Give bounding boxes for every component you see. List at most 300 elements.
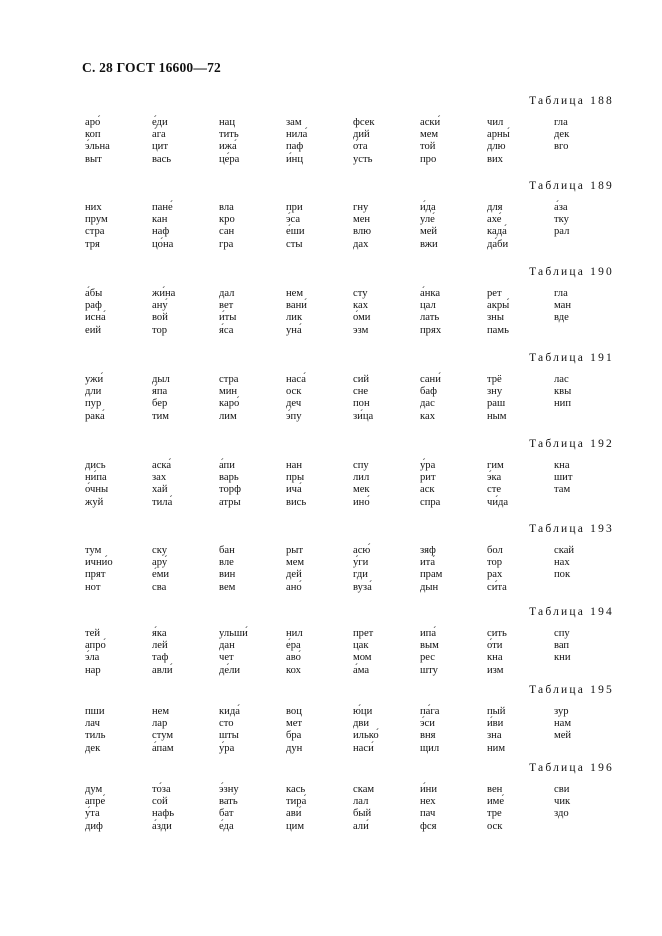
table-cell: ару́ <box>152 557 168 569</box>
table-cell: сий <box>353 374 370 385</box>
table-cell: тей <box>85 628 101 639</box>
table-cell: ни́па <box>85 472 107 484</box>
table-189 <box>0 180 662 270</box>
table-cell: у́ра <box>420 460 436 471</box>
table-cell: рес <box>420 652 435 664</box>
table-cell: лать <box>420 312 440 324</box>
table-cell: ита́ <box>420 557 436 569</box>
table-cell: вать <box>219 796 238 808</box>
table-column <box>420 460 440 509</box>
table-column <box>219 117 239 166</box>
table-cell: аска́ <box>152 460 172 471</box>
table-cell: мей <box>554 730 572 742</box>
table-cell: нип <box>554 398 572 410</box>
table-cell: выт <box>85 153 102 165</box>
table-cell: тить <box>219 129 239 141</box>
table-cell: а́за <box>554 202 568 213</box>
table-cell: у́ги <box>353 557 369 569</box>
table-cell: аски́ <box>420 117 441 128</box>
table-cell: таф <box>152 652 169 664</box>
table-cell: нем <box>152 706 170 717</box>
table-cell: ични́о <box>85 557 113 569</box>
table-column <box>286 117 307 166</box>
table-cell: чет <box>219 652 234 664</box>
table-cell: цал <box>420 300 436 312</box>
table-cell: трё <box>487 374 502 385</box>
table-cell: нот <box>85 581 101 593</box>
table-cell: нам <box>554 718 572 730</box>
table-cell: вих <box>487 153 503 165</box>
table-cell: рет <box>487 288 502 299</box>
table-cell: зур <box>554 706 569 717</box>
table-cell: тила́ <box>152 496 173 508</box>
table-cell: мек <box>353 484 370 496</box>
table-cell: вани́ <box>286 300 307 312</box>
table-cell: де́ли <box>219 664 241 676</box>
table-cell: вго <box>554 141 569 153</box>
table-cell: скай <box>554 545 575 556</box>
table-cell: э́пу <box>286 410 302 422</box>
table-cell: квы <box>554 386 572 398</box>
table-cell: спу <box>353 460 369 471</box>
table-cell: у́та <box>85 808 100 820</box>
table-cell: асю́ <box>353 545 371 556</box>
table-cell: пач <box>420 808 436 820</box>
table-cell: ави́ <box>286 808 302 820</box>
table-cell: стра <box>85 226 105 238</box>
table-column <box>152 706 174 755</box>
table-cell: ман <box>554 300 572 312</box>
table-cell: изм <box>487 664 504 676</box>
table-cell: диф <box>85 820 103 832</box>
table-cell: сты <box>286 238 303 250</box>
table-cell: хай <box>152 484 168 496</box>
table-cell: при <box>286 202 303 213</box>
table-cell: то́за <box>152 784 171 795</box>
table-cell: раф <box>85 300 102 312</box>
table-cell: рал <box>554 226 570 238</box>
table-cell: бра <box>286 730 302 742</box>
table-cell: вап <box>554 640 570 652</box>
table-column <box>353 545 372 594</box>
table-cell: дын <box>420 581 439 593</box>
table-column <box>353 460 370 509</box>
table-cell: фся <box>420 820 437 832</box>
table-column <box>286 706 302 755</box>
table-cell: дек <box>85 742 101 754</box>
table-cell: щил <box>420 742 440 754</box>
table-cell: вым <box>420 640 439 652</box>
table-cell: торф <box>219 484 241 496</box>
table-cell: и́ви <box>487 718 504 730</box>
table-cell: памь <box>487 324 509 336</box>
table-cell: той <box>420 141 436 153</box>
table-cell: сан <box>219 226 235 238</box>
table-column <box>286 628 303 677</box>
table-cell: шит <box>554 472 573 484</box>
table-cell: гну <box>353 202 369 213</box>
table-cell: вем <box>219 581 236 593</box>
table-cell: жуй <box>85 496 104 508</box>
table-cell: о́ми <box>353 312 371 324</box>
table-cell: рака́ <box>85 410 105 422</box>
table-column <box>286 545 304 594</box>
table-column <box>487 706 505 755</box>
table-cell: сва <box>152 581 167 593</box>
table-cell: вла <box>219 202 234 213</box>
table-column <box>554 288 571 325</box>
table-cell: гла <box>554 117 568 128</box>
table-cell: мем <box>286 557 305 569</box>
table-cell: е́ми <box>152 569 170 581</box>
table-column <box>85 117 110 166</box>
page-header: С. 28 ГОСТ 16600—72 <box>82 60 221 75</box>
table-cell: стум <box>152 730 174 742</box>
table-cell: кида́ <box>219 706 240 717</box>
table-column <box>420 628 439 677</box>
table-cell: пши <box>85 706 105 717</box>
table-193 <box>0 523 662 613</box>
table-column <box>85 460 108 509</box>
table-cell: аск <box>420 484 435 496</box>
table-cell: ульши́ <box>219 628 248 639</box>
table-cell: сне <box>353 386 369 398</box>
table-column <box>152 784 174 833</box>
table-cell: нах <box>554 557 570 569</box>
table-cell: вжи <box>420 238 438 250</box>
table-cell: зам <box>286 117 302 128</box>
table-cell: кох <box>286 664 301 676</box>
table-cell: дей <box>286 569 302 581</box>
table-column <box>353 628 373 677</box>
table-cell: бан <box>219 545 235 556</box>
table-cell: деч <box>286 398 302 410</box>
table-cell: бый <box>353 808 372 820</box>
table-cell: бол <box>487 545 503 556</box>
table-cell: прях <box>420 324 442 336</box>
table-cell: ипа́ <box>420 628 437 639</box>
table-cell: жи́на <box>152 288 176 299</box>
table-column <box>286 288 307 337</box>
table-cell: них <box>85 202 102 213</box>
table-cell: лар <box>152 718 168 730</box>
table-column <box>152 202 173 251</box>
table-cell: ану́ <box>152 300 168 312</box>
table-cell: еий <box>85 324 102 336</box>
table-cell: я́са <box>219 324 234 336</box>
table-cell: нил <box>286 628 303 639</box>
table-column <box>420 545 442 594</box>
table-cell: гим <box>487 460 504 471</box>
table-cell: нафь <box>152 808 175 820</box>
table-cell: ино́ <box>353 496 370 508</box>
table-cell: а́пам <box>152 742 174 754</box>
table-cell: си́та <box>487 581 507 593</box>
table-cell: бат <box>219 808 234 820</box>
table-cell: кни <box>554 652 571 664</box>
table-cell: рит <box>420 472 436 484</box>
table-cell: вой <box>152 312 168 324</box>
table-cell: тум <box>85 545 102 556</box>
table-cell: вле <box>219 557 234 569</box>
table-cell: кась <box>286 784 306 795</box>
table-title: Таблица 188 <box>529 95 614 107</box>
table-cell: а́пи <box>219 460 235 471</box>
table-cell: эзм <box>353 324 369 336</box>
table-column <box>219 784 239 833</box>
table-cell: зну <box>487 386 503 398</box>
table-cell: мин <box>219 386 238 398</box>
table-cell: вись <box>286 496 307 508</box>
table-column <box>554 706 571 743</box>
table-cell: баф <box>420 386 437 398</box>
table-cell: е́ши <box>286 226 305 238</box>
table-column <box>219 460 241 509</box>
table-cell: сте <box>487 484 502 496</box>
table-cell: зна <box>487 730 502 742</box>
table-column <box>353 706 379 755</box>
table-cell: наса́ <box>286 374 306 385</box>
table-cell: акры́ <box>487 300 510 312</box>
table-cell: раш <box>487 398 506 410</box>
table-cell: спра <box>420 496 441 508</box>
table-cell: лас <box>554 374 569 385</box>
table-cell: цо́на <box>152 238 174 250</box>
table-cell: аро́ <box>85 117 101 128</box>
table-cell: спу <box>554 628 570 639</box>
table-cell: я́па <box>152 386 168 398</box>
table-cell: ужи́ <box>85 374 104 385</box>
table-column <box>487 784 504 833</box>
table-cell: пок <box>554 569 571 581</box>
table-cell: а́ма <box>353 664 370 676</box>
table-cell: длю <box>487 141 506 153</box>
table-column <box>353 784 374 833</box>
table-cell: скам <box>353 784 375 795</box>
table-cell: зны <box>487 312 504 324</box>
table-cell: вуза́ <box>353 581 372 593</box>
table-cell: ано́ <box>286 581 302 593</box>
table-column <box>85 545 113 594</box>
table-cell: ним <box>487 742 506 754</box>
table-column <box>487 374 507 423</box>
table-column <box>219 374 239 423</box>
table-cell: кна <box>487 652 503 664</box>
table-cell: сту <box>353 288 368 299</box>
table-cell: дум <box>85 784 103 795</box>
table-cell: оск <box>487 820 503 832</box>
table-column <box>353 202 371 251</box>
table-cell: э́льна <box>85 141 110 153</box>
table-cell: тре <box>487 808 502 820</box>
table-cell: уна́ <box>286 324 302 336</box>
table-cell: ках <box>353 300 368 312</box>
table-cell: атры <box>219 496 241 508</box>
table-column <box>420 117 440 166</box>
table-cell: о́чны <box>85 484 109 496</box>
table-cell: вен <box>487 784 503 795</box>
table-cell: паф <box>286 141 304 153</box>
table-cell: апре́ <box>85 796 106 808</box>
table-cell: зи́ца <box>353 410 374 422</box>
table-column <box>554 374 571 411</box>
table-cell: рыт <box>286 545 304 556</box>
table-cell: сто <box>219 718 234 730</box>
table-cell: мен <box>353 214 371 226</box>
table-column <box>487 545 507 594</box>
table-column <box>353 288 370 337</box>
table-title: Таблица 190 <box>529 266 614 278</box>
table-cell: вин <box>219 569 236 581</box>
table-cell: пур <box>85 398 102 410</box>
table-column <box>85 784 105 833</box>
table-column <box>219 706 240 755</box>
table-column <box>85 628 106 677</box>
table-cell: стра <box>219 374 239 385</box>
table-cell: зах <box>152 472 167 484</box>
table-cell: каро́ <box>219 398 240 410</box>
table-cell: е́ди <box>152 117 168 128</box>
table-cell: сани́ <box>420 374 441 385</box>
table-cell: дыл <box>152 374 170 385</box>
table-column <box>286 460 306 509</box>
table-cell: и́нц <box>286 153 304 165</box>
table-cell: зяф <box>420 545 436 556</box>
table-cell: дий <box>353 129 370 141</box>
table-cell: сить <box>487 628 507 639</box>
table-cell: исна́ <box>85 312 106 324</box>
table-cell: и́ты <box>219 312 237 324</box>
table-column <box>554 545 574 582</box>
table-title: Таблица 189 <box>529 180 614 192</box>
table-cell: дви <box>353 718 370 730</box>
table-title: Таблица 193 <box>529 523 614 535</box>
table-cell: це́ра <box>219 153 240 165</box>
table-cell: чил <box>487 117 504 128</box>
table-column <box>286 784 306 833</box>
table-cell: ича́ <box>286 484 302 496</box>
table-cell: прум <box>85 214 108 226</box>
table-cell: лим <box>219 410 237 422</box>
table-cell: тку <box>554 214 569 226</box>
table-column <box>85 374 105 423</box>
table-cell: ску <box>152 545 167 556</box>
table-cell: лей <box>152 640 168 652</box>
table-cell: наси́ <box>353 742 374 754</box>
table-column <box>554 628 571 665</box>
table-cell: ахе́ <box>487 214 502 226</box>
table-cell: тим <box>152 410 170 422</box>
table-cell: дах <box>353 238 369 250</box>
table-cell: усть <box>353 153 373 165</box>
table-column <box>487 202 508 251</box>
table-cell: э́ла <box>85 652 100 664</box>
table-cell: када́ <box>487 226 507 238</box>
table-cell: оск <box>286 386 302 398</box>
table-195 <box>0 684 662 774</box>
table-cell: э́ка <box>487 472 502 484</box>
table-column <box>554 784 570 821</box>
table-194 <box>0 606 662 696</box>
table-cell: дас <box>420 398 435 410</box>
table-cell: наф <box>152 226 170 238</box>
table-cell: вет <box>219 300 234 312</box>
table-cell: цит <box>152 141 168 153</box>
table-cell: о́та <box>353 141 368 153</box>
table-cell: прам <box>420 569 443 581</box>
table-cell: кро <box>219 214 235 226</box>
table-cell: уле́ <box>420 214 435 226</box>
table-cell: фсек <box>353 117 375 128</box>
table-cell: у́ра <box>219 742 235 754</box>
table-cell: шту <box>420 664 438 676</box>
table-cell: лик <box>286 312 303 324</box>
table-cell: а́бы <box>85 288 103 299</box>
table-cell: здо <box>554 808 569 820</box>
table-cell: про <box>420 153 437 165</box>
table-cell: мет <box>286 718 303 730</box>
table-column <box>85 288 106 337</box>
table-cell: па́га <box>420 706 440 717</box>
table-column <box>420 202 438 251</box>
table-column <box>487 628 507 677</box>
table-column <box>152 545 169 594</box>
table-title: Таблица 191 <box>529 352 614 364</box>
table-cell: ным <box>487 410 507 422</box>
table-column <box>219 545 235 594</box>
table-cell: цак <box>353 640 369 652</box>
table-cell: э́зну <box>219 784 239 795</box>
table-cell: пый <box>487 706 506 717</box>
table-cell: а́га <box>152 129 166 141</box>
table-cell: ижа́ <box>219 141 237 153</box>
table-column <box>219 288 236 337</box>
table-cell: пры <box>286 472 305 484</box>
table-cell: дан <box>219 640 235 652</box>
table-column <box>152 374 170 423</box>
table-cell: для <box>487 202 503 213</box>
table-cell: цим <box>286 820 305 832</box>
table-cell: тира́ <box>286 796 307 808</box>
table-cell: дек <box>554 129 570 141</box>
table-title: Таблица 194 <box>529 606 614 618</box>
table-cell: нац <box>219 117 236 128</box>
table-cell: тиль <box>85 730 106 742</box>
table-cell: нех <box>420 796 436 808</box>
table-cell: пон <box>353 398 370 410</box>
table-188 <box>0 95 662 185</box>
table-cell: воц <box>286 706 302 717</box>
table-cell: влю <box>353 226 372 238</box>
table-cell: э́си <box>420 718 435 730</box>
table-column <box>152 288 175 337</box>
table-cell: прят <box>85 569 106 581</box>
table-column <box>554 460 572 497</box>
table-cell: гди <box>353 569 368 581</box>
table-cell: апро́ <box>85 640 106 652</box>
table-cell: дли <box>85 386 102 398</box>
table-cell: тор <box>487 557 503 569</box>
table-cell: чик <box>554 796 571 808</box>
table-196 <box>0 762 662 852</box>
table-cell: сой <box>152 796 168 808</box>
table-column <box>487 288 509 337</box>
table-column <box>219 628 248 677</box>
table-cell: е́да <box>219 820 234 832</box>
table-cell: нан <box>286 460 303 471</box>
table-cell: шты <box>219 730 239 742</box>
table-cell: нила́ <box>286 129 308 141</box>
